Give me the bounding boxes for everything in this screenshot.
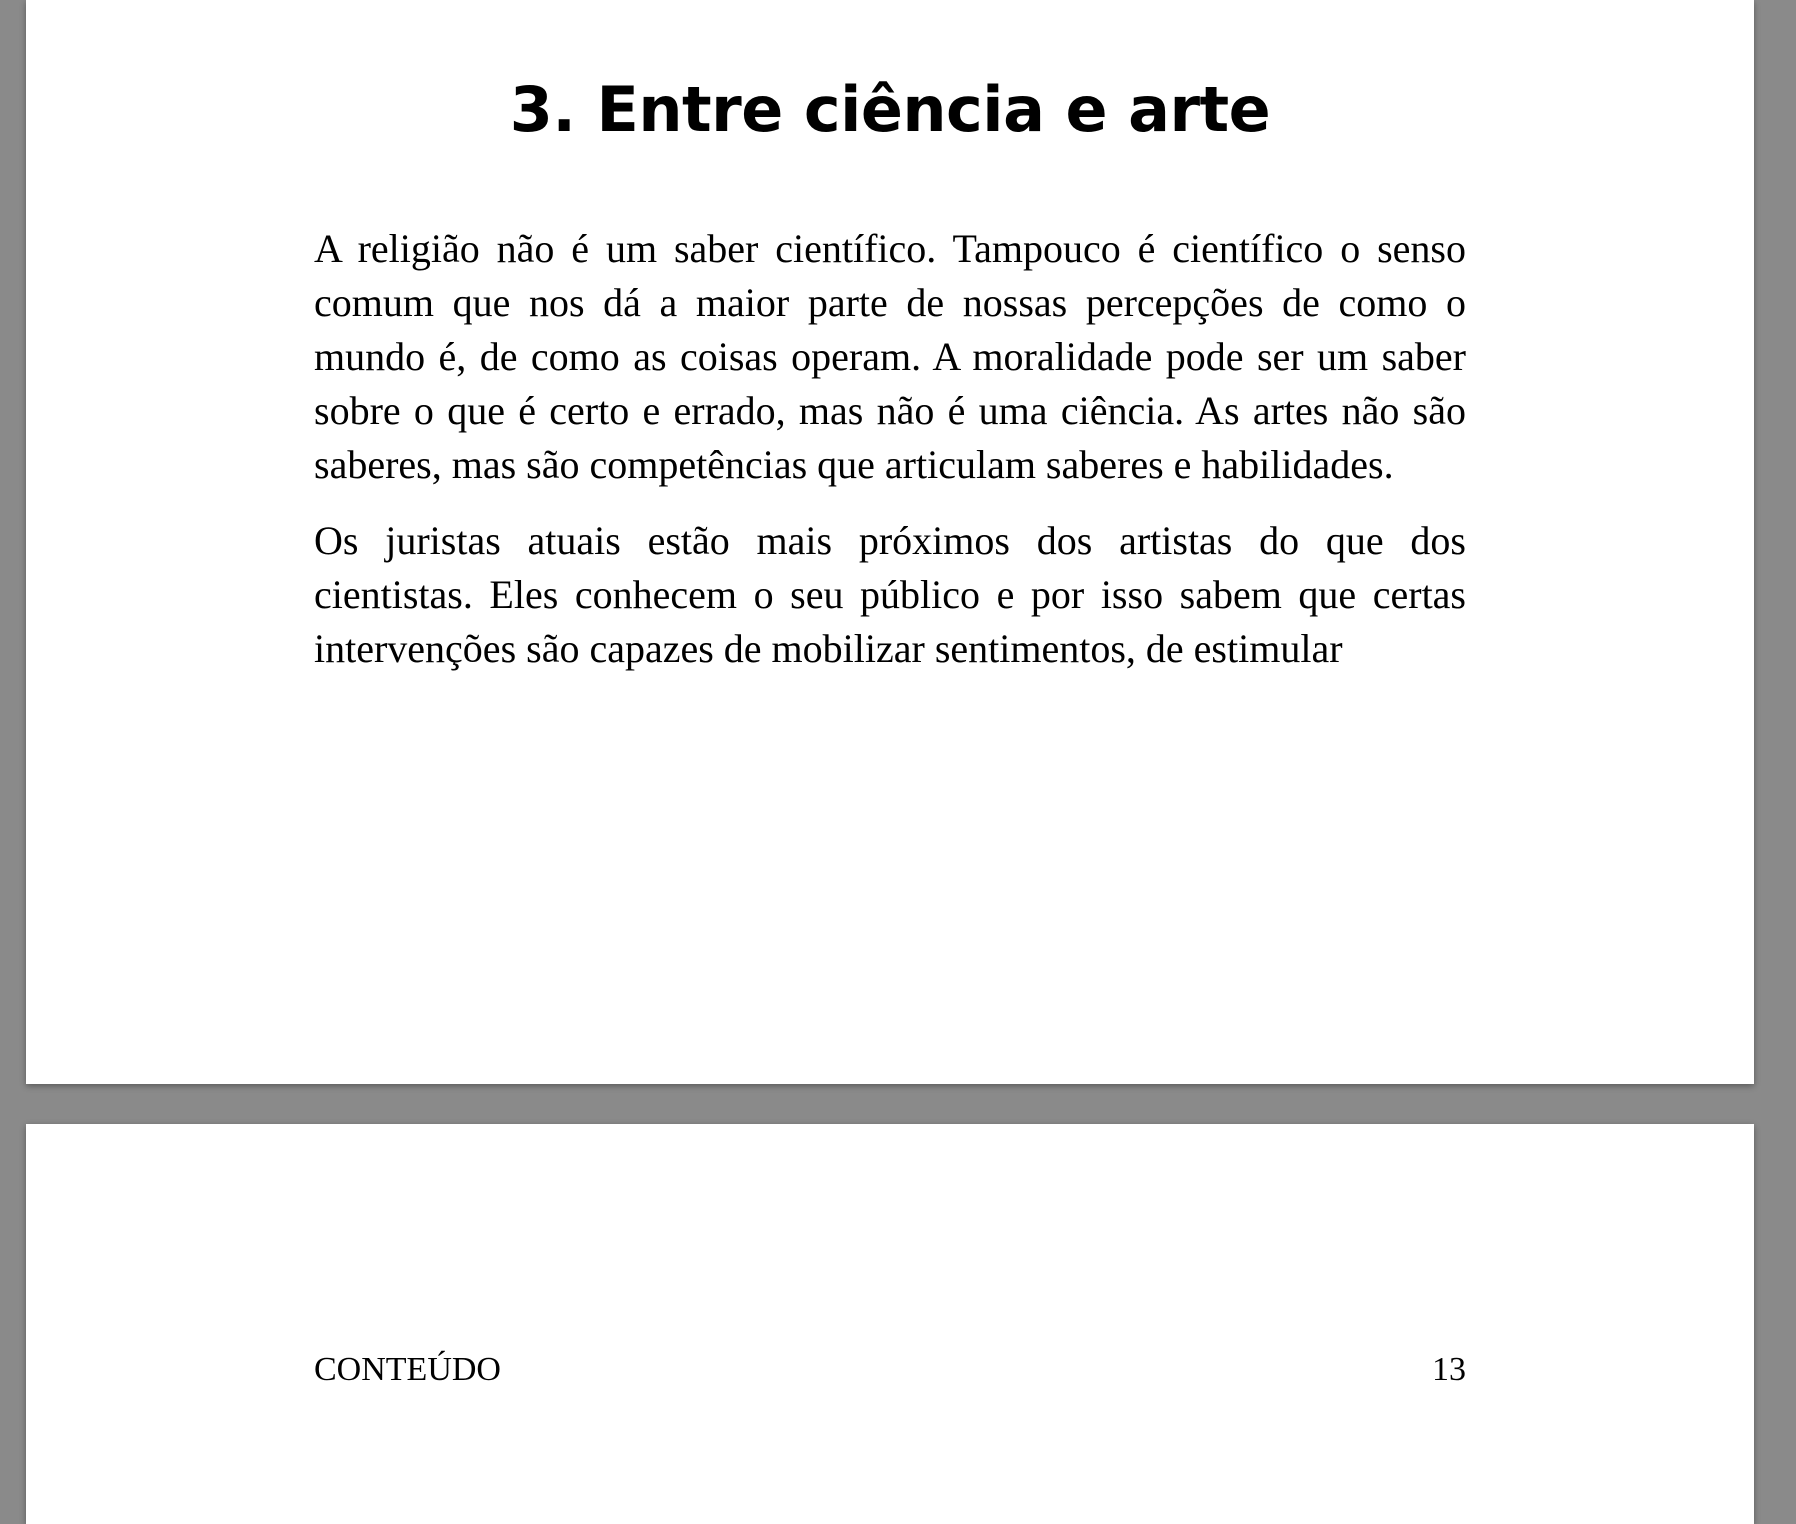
body-text	[314, 222, 1466, 698]
page-number: 13	[1432, 1351, 1466, 1388]
document-page-next	[26, 1124, 1754, 1524]
document-page	[26, 0, 1754, 1084]
paragraph: A religião não é um saber científico. Tampouco é científico o senso comum que nos dá a maior parte de nossas percepções de como o mundo é, de como as coisas operam. A moralidade pode ser um saber sobre o que é certo e errado, mas não é uma ciência. As artes não são saberes, mas são competências que articulam saberes e habilidades.	[314, 226, 1466, 487]
chapter-title: 3. Entre ciência e arte	[509, 73, 1271, 146]
paragraph: Os juristas atuais estão mais próximos dos artistas do que dos cientistas. Eles conhecem o seu público e por isso sabem que certas intervenções são capazes de mobilizar sentimentos, de estimular	[314, 518, 1466, 671]
footer-section-link[interactable]: CONTEÚDO	[314, 1351, 501, 1388]
